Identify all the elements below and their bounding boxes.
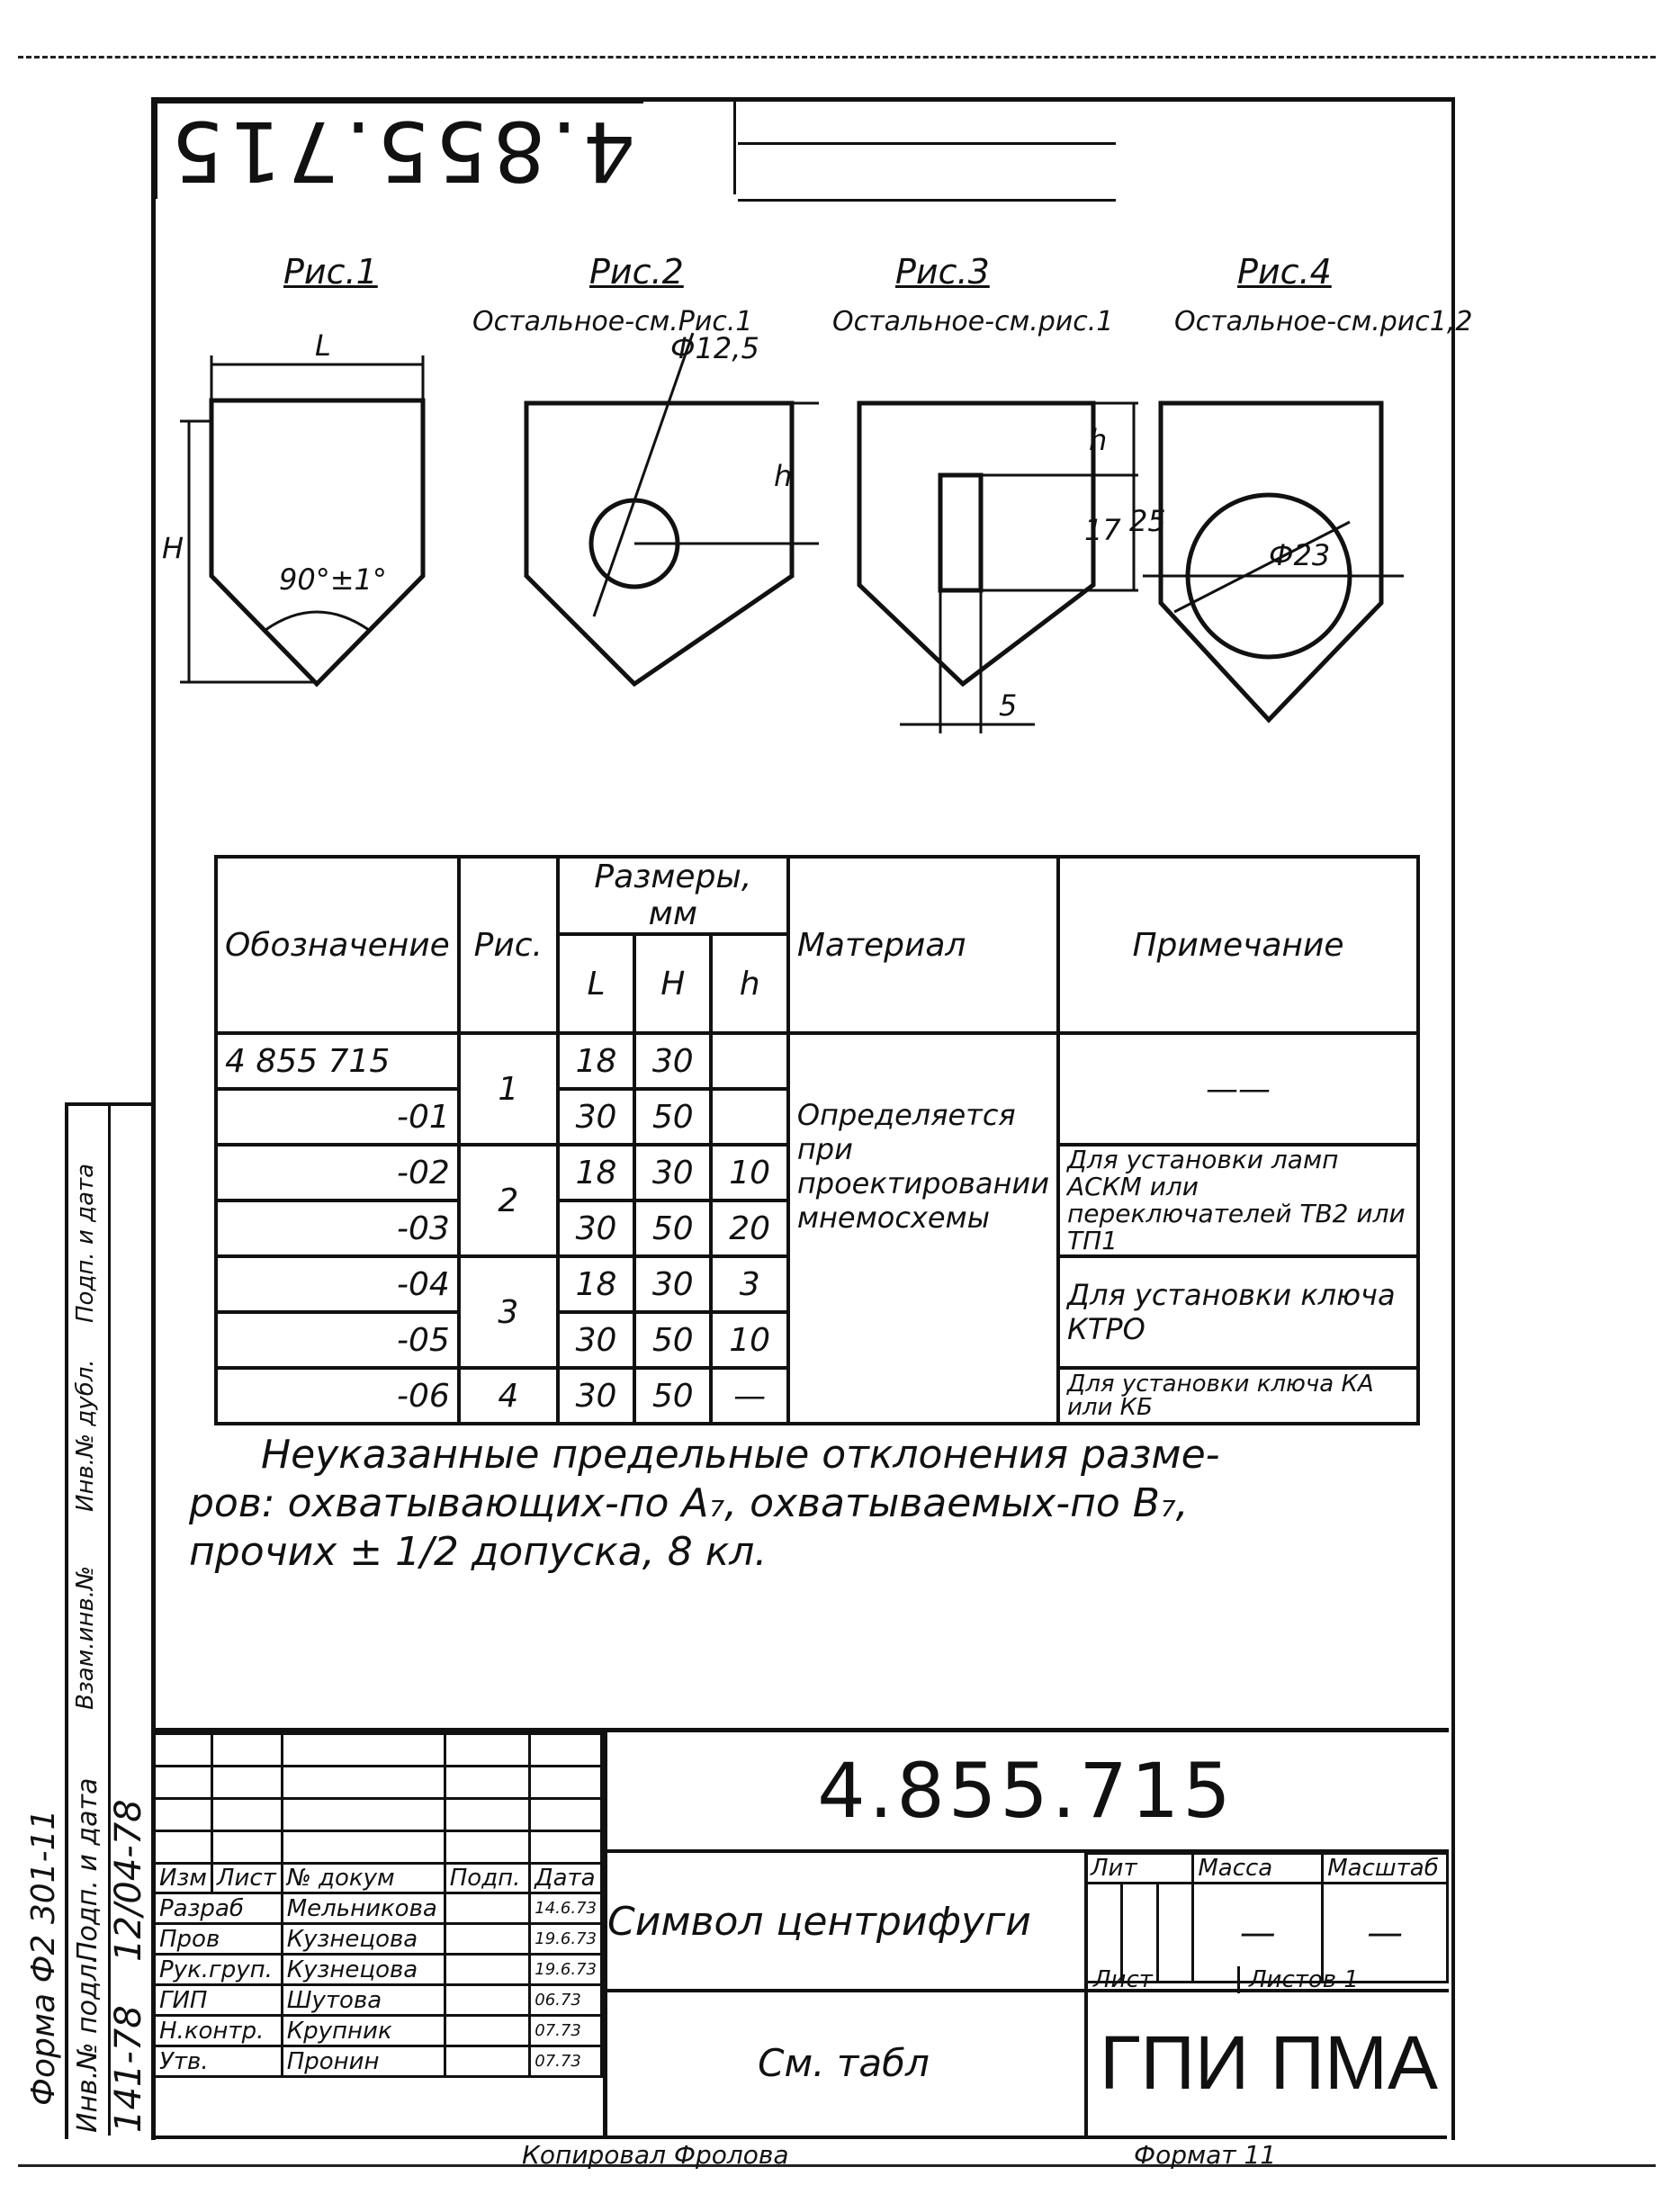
side-dup: Инв.№ дубл.	[72, 1359, 99, 1512]
dim-25: 25	[1129, 504, 1166, 538]
sign-name: Мельникова	[282, 1893, 445, 1924]
sheet-label: Лист	[1093, 1966, 1153, 1993]
cell-fig: 4	[459, 1368, 558, 1424]
cell-designation: -03	[216, 1200, 459, 1256]
org-name: ГПИ ПМА	[1100, 2020, 1438, 2105]
fig1-outline	[211, 400, 423, 684]
signature	[445, 2016, 530, 2046]
cell-h: 20	[711, 1200, 787, 1256]
hdr-izm: Изм	[155, 1864, 212, 1893]
hdr-material: Материал	[788, 857, 1058, 1033]
cell-fig: 1	[459, 1033, 558, 1145]
side-swap: Взам.инв.№	[72, 1566, 99, 1710]
cell-note: Для установки ламп АСКМ или переключателей ТВ2 или ТП1	[1058, 1145, 1418, 1256]
sign-date: 14.6.73	[530, 1893, 602, 1924]
cell-designation: -01	[216, 1089, 459, 1145]
cell-H: 30	[634, 1256, 711, 1312]
cell-H: 30	[634, 1033, 711, 1089]
fig3-outline	[859, 403, 1093, 684]
fig3-subtitle: Остальное-см.рис.1	[832, 306, 1114, 337]
dim-h-fig2: h	[774, 459, 793, 493]
cell-h: 10	[711, 1312, 787, 1368]
cell-H: 50	[634, 1312, 711, 1368]
sign-name: Крупник	[282, 2016, 445, 2046]
dim-L: L	[315, 328, 331, 363]
cell-H: 30	[634, 1145, 711, 1200]
signature-table	[153, 1732, 603, 2078]
lit-label: Лит	[1086, 1854, 1193, 1884]
sign-role: Н.контр.	[155, 2016, 283, 2046]
hdr-designation: Обозначение	[216, 857, 459, 1033]
sign-row	[155, 1924, 602, 1955]
mass-label: Масса	[1193, 1854, 1323, 1884]
side-sign2: Подп. и дата	[72, 1163, 99, 1323]
cell-fig: 2	[459, 1145, 558, 1256]
fig2-subtitle: Остальное-см.Рис.1	[472, 306, 753, 337]
cell-L: 18	[558, 1033, 634, 1089]
cell-material: Определяется при проектировании мнемосхемы	[788, 1033, 1058, 1424]
bottom-cut-line	[18, 2164, 1656, 2167]
sheets-label: Листов 1	[1237, 1966, 1359, 1993]
scale-label: Масштаб	[1323, 1854, 1448, 1884]
sign-date: 19.6.73	[530, 1924, 602, 1955]
dim-phi23: Ф23	[1269, 538, 1331, 572]
fig1-title: Рис.1	[283, 252, 378, 292]
cell-H: 50	[634, 1200, 711, 1256]
cell-designation: -06	[216, 1368, 459, 1424]
sign-role: Рук.груп.	[155, 1955, 283, 1985]
cell-designation: 4 855 715	[216, 1033, 459, 1089]
sign-row	[155, 1955, 602, 1985]
dim-angle: 90°±1°	[279, 562, 387, 597]
cell-h	[711, 1033, 787, 1089]
cell-h: 3	[711, 1256, 787, 1312]
cell-h: —	[711, 1368, 787, 1424]
side-sign-val: 12/04-78	[108, 1799, 149, 1962]
hdr-fig: Рис.	[459, 857, 558, 1033]
signature	[445, 1955, 530, 1985]
hdr-h: h	[711, 934, 787, 1033]
fig4-title: Рис.4	[1237, 252, 1332, 292]
tb-doc-number: 4.855.715	[603, 1732, 1449, 1853]
sign-date: 19.6.73	[530, 1955, 602, 1985]
side-inv: Инв.№ подл.	[72, 1955, 103, 2133]
signature	[445, 1893, 530, 1924]
cell-L: 30	[558, 1312, 634, 1368]
signature	[445, 1985, 530, 2016]
tb-material: См. табл	[758, 2041, 930, 2085]
mass-value: —	[1193, 1884, 1323, 1983]
cell-designation: -02	[216, 1145, 459, 1200]
sign-row	[155, 1985, 602, 2016]
cell-fig: 3	[459, 1256, 558, 1368]
cell-h: 10	[711, 1145, 787, 1200]
cell-H: 50	[634, 1368, 711, 1424]
dim-h-fig3: h	[1089, 423, 1108, 457]
cell-L: 18	[558, 1256, 634, 1312]
cell-note: Для установки ключа КТРО	[1058, 1256, 1418, 1368]
fig3-slot	[940, 475, 981, 590]
table-row	[216, 1033, 1418, 1089]
general-note	[189, 1431, 1449, 1577]
cell-note: ——	[1058, 1033, 1418, 1145]
sign-name: Шутова	[282, 1985, 445, 2016]
fig2-title: Рис.2	[589, 252, 684, 292]
fig4-subtitle: Остальное-см.рис1,2	[1174, 306, 1473, 337]
cell-designation: -05	[216, 1312, 459, 1368]
tb-name: Символ центрифуги	[607, 1898, 1031, 1945]
dim-H: H	[162, 531, 184, 565]
spec-table	[214, 855, 1420, 1425]
side-strip-divider	[108, 1102, 111, 2136]
side-sign-date: Подп. и дата	[72, 1777, 103, 1962]
sign-row	[155, 2046, 602, 2077]
hdr-doc: № докум	[282, 1864, 445, 1893]
hdr-date: Дата	[530, 1864, 602, 1893]
top-doc-number: 4.855.715	[153, 99, 643, 199]
hdr-sizes: Размеры, мм	[558, 857, 788, 934]
dim-5: 5	[999, 688, 1018, 723]
side-inv-val: 141-78	[108, 2005, 149, 2133]
sign-role: Утв.	[155, 2046, 283, 2077]
signature	[445, 1924, 530, 1955]
cell-h	[711, 1089, 787, 1145]
cell-H: 50	[634, 1089, 711, 1145]
format-label: Формат 11	[1134, 2140, 1277, 2170]
sign-date: 07.73	[530, 2046, 602, 2077]
dim-phi125: Ф12,5	[670, 331, 759, 365]
sign-row	[155, 1893, 602, 1924]
fig3-title: Рис.3	[895, 252, 990, 292]
sign-date: 07.73	[530, 2016, 602, 2046]
sign-role: Разраб	[155, 1893, 283, 1924]
sign-role: Пров	[155, 1924, 283, 1955]
hdr-note: Примечание	[1058, 857, 1418, 1033]
note-line-3: прочих ± 1/2 допуска, 8 кл.	[189, 1529, 768, 1575]
cell-note: Для установки ключа КА или КБ	[1058, 1368, 1418, 1424]
hdr-L: L	[558, 934, 634, 1033]
figures-svg	[0, 0, 1680, 810]
hdr-H: H	[634, 934, 711, 1033]
cell-L: 30	[558, 1368, 634, 1424]
sign-date: 06.73	[530, 1985, 602, 2016]
note-line-1: Неуказанные предельные отклонения разме-	[261, 1432, 1220, 1478]
copied-by: Копировал Фролова	[522, 2140, 789, 2170]
sign-name: Пронин	[282, 2046, 445, 2077]
hdr-list: Лист	[211, 1864, 282, 1893]
sign-name: Кузнецова	[282, 1924, 445, 1955]
cell-L: 30	[558, 1089, 634, 1145]
side-form: Форма Ф2 301-11	[25, 1809, 62, 2106]
sign-role: ГИП	[155, 1985, 283, 2016]
lit-table	[1084, 1852, 1449, 1983]
scale-value: —	[1323, 1884, 1448, 1983]
cell-L: 18	[558, 1145, 634, 1200]
note-line-2: ров: охватывающих-по A₇, охватываемых-по B₇,	[189, 1480, 1189, 1526]
dim-17: 17	[1084, 513, 1121, 547]
signature	[445, 2046, 530, 2077]
sign-name: Кузнецова	[282, 1955, 445, 1985]
sign-row	[155, 2016, 602, 2046]
cell-L: 30	[558, 1200, 634, 1256]
cell-designation: -04	[216, 1256, 459, 1312]
hdr-sign: Подп.	[445, 1864, 530, 1893]
